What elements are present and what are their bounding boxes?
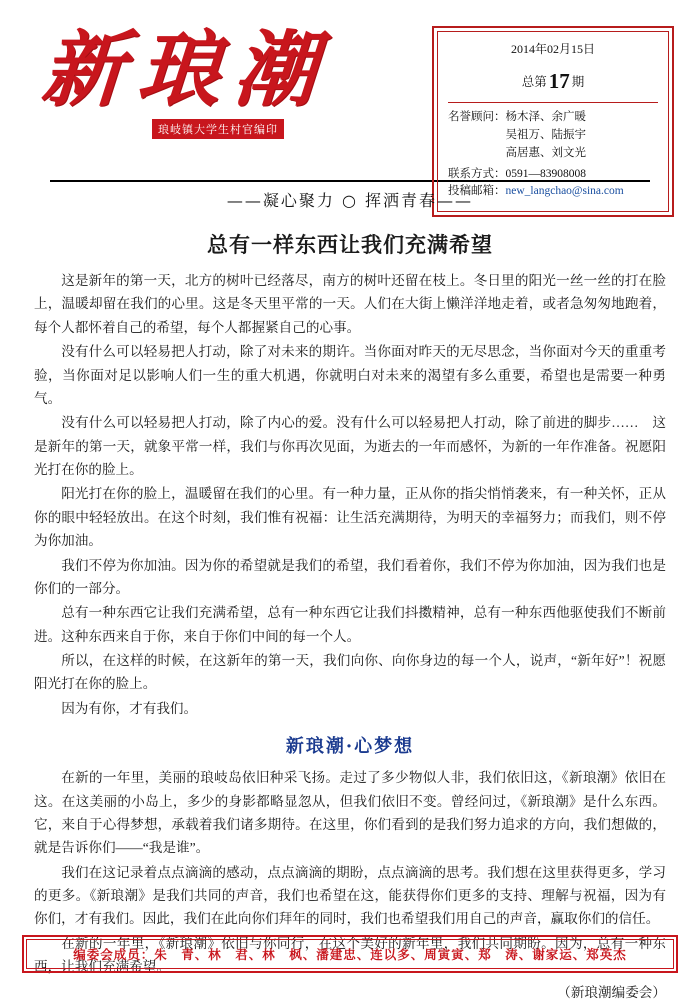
issue-prefix: 总第 bbox=[521, 74, 547, 89]
advisors-label: 名誉顾问： bbox=[448, 111, 506, 124]
article-2-signoff: （新琅潮编委会） bbox=[557, 984, 666, 1000]
editorial-board-inner bbox=[26, 939, 674, 969]
article-1-paragraph: 这是新年的第一天，北方的树叶已经落尽，南方的树叶还留在枝上。冬日里的阳光一丝一丝的打在脸上，温暖却留在我们的心里。这是冬天里平常的一天。人们在大街上懒洋洋地走着，或者急匆匆地跑着，每个人都怀着自己的希望，每个人都握紧自己的心事。 bbox=[34, 273, 666, 335]
article-1-paragraph: 没有什么可以轻易把人打动，除了对未来的期许。当你面对昨天的无尽思念，当你面对今天的重重考验，当你面对足以影响人们一生的重大机遇，你就明白对未来的渴望有多么重要，希望也是需要一种勇气。 bbox=[34, 344, 666, 406]
mail-label: 投稿邮箱： bbox=[448, 185, 506, 198]
article-1-title: 总有一样东西让我们充满希望 bbox=[207, 232, 493, 257]
editorial-board-footer bbox=[22, 935, 678, 973]
article-1-paragraph: 阳光打在你的脸上，温暖留在我们的心里。有一种力量，正从你的指尖悄悄袭来，有一种关怀，正从你的眼中轻轻放出。在这个时刻，我们惟有祝福：让生活充满期待，为明天的幸福努力；而我们，则不停为你加油。 bbox=[34, 486, 666, 549]
content-area bbox=[0, 211, 700, 1004]
publication-subtitle-badge: 琅岐镇大学生村官编印 bbox=[152, 119, 284, 139]
article-1-paragraph: 没有什么可以轻易把人打动，除了内心的爱。没有什么可以轻易把人打动，除了前进的脚步…… 这是新年的第一天，就象平常一样，我们与你再次见面，为逝去的一年而感怀，为新的一年作准备。祝愿阳光打在你的脸上。 bbox=[34, 415, 666, 477]
editorial-board-label: 编委会成员： bbox=[73, 947, 155, 962]
advisors-names bbox=[506, 109, 659, 162]
article-2-paragraph: 在新的一年里，《新琅潮》依旧与你同行，在这个美好的新年里，我们共同期盼。因为，总有一种东西，让我们充满希望。 bbox=[34, 935, 666, 975]
slogan-text: ——凝心聚力 ○ 挥洒青春—— bbox=[226, 191, 474, 210]
contact-line bbox=[448, 166, 658, 184]
article-1-paragraph: 所以，在这样的时候，在这新年的第一天，我们向你、向你身边的每一个人，说声，“新年好”！祝愿阳光打在你的脸上。 bbox=[34, 653, 666, 692]
contact-label: 联系方式： bbox=[448, 167, 506, 180]
advisor-line-1: 杨木泽、余广暖 bbox=[505, 111, 586, 124]
article-1-paragraph: 我们不停为你加油。因为你的希望就是我们的希望，我们看着你，我们不停为你加油，因为我们也是你们的一部分。 bbox=[34, 557, 666, 596]
publication-title: 新琅潮 bbox=[38, 22, 334, 118]
mail-line bbox=[448, 183, 658, 201]
issue-date: 2014年02月15日 bbox=[510, 42, 595, 56]
issue-number: 17 bbox=[548, 68, 570, 93]
contact-value: 0591—83908008 bbox=[505, 167, 586, 180]
advisor-line-3: 高居惠、刘文光 bbox=[505, 146, 586, 159]
masthead bbox=[0, 0, 700, 198]
article-2-paragraph: 在新的一年里，美丽的琅岐岛依旧种采飞扬。走过了多少物似人非，我们依旧这，《新琅潮》依旧在这。在这美丽的小岛上，多少的身影都略显忽从，但我们依旧不变。曾经问过，《新琅潮》是什么东西。它，来自于心得梦想，承载着我们诸多期待。在这里，你们看到的是我们努力追求的方向，我们想做的，就是告诉你们——“我是谁”。 bbox=[34, 770, 666, 856]
issue-suffix: 期 bbox=[571, 74, 585, 89]
article-2-title: 新琅潮·心梦想 bbox=[285, 736, 415, 758]
mail-value[interactable]: new_langchao@sina.com bbox=[505, 185, 624, 198]
editorial-board-members: 朱 青、林 君、林 枫、潘建忠、连以多、周寅寅、郑 涛、谢家运、郑英杰 bbox=[154, 947, 627, 962]
article-1-paragraph: 总有一种东西它让我们充满希望，总有一种东西它让我们抖擞精神，总有一种东西他驱使我们不断前进。这种东西来自于你，来自于你们中间的每一个人。 bbox=[34, 605, 666, 644]
article-2-paragraph: 我们在这记录着点点滴滴的感动，点点滴滴的期盼，点点滴滴的思考。我们想在这里获得更多，学习的更多。《新琅潮》是我们共同的声音，我们也希望在这，能获得你们更多的支持、理解与祝福，因为有你们，才有我们。因此，我们在此向你们拜年的同时，我们也希望我们用自己的声音，赢取你们的信任。 bbox=[34, 864, 666, 927]
issue-info-inner bbox=[437, 31, 669, 212]
masthead-left bbox=[26, 22, 426, 139]
advisor-line-2: 吴祖万、陆振宇 bbox=[505, 128, 586, 141]
issue-number-line bbox=[448, 63, 658, 104]
article-1-paragraph: 因为有你，才有我们。 bbox=[61, 700, 198, 716]
advisors-row bbox=[448, 109, 658, 162]
